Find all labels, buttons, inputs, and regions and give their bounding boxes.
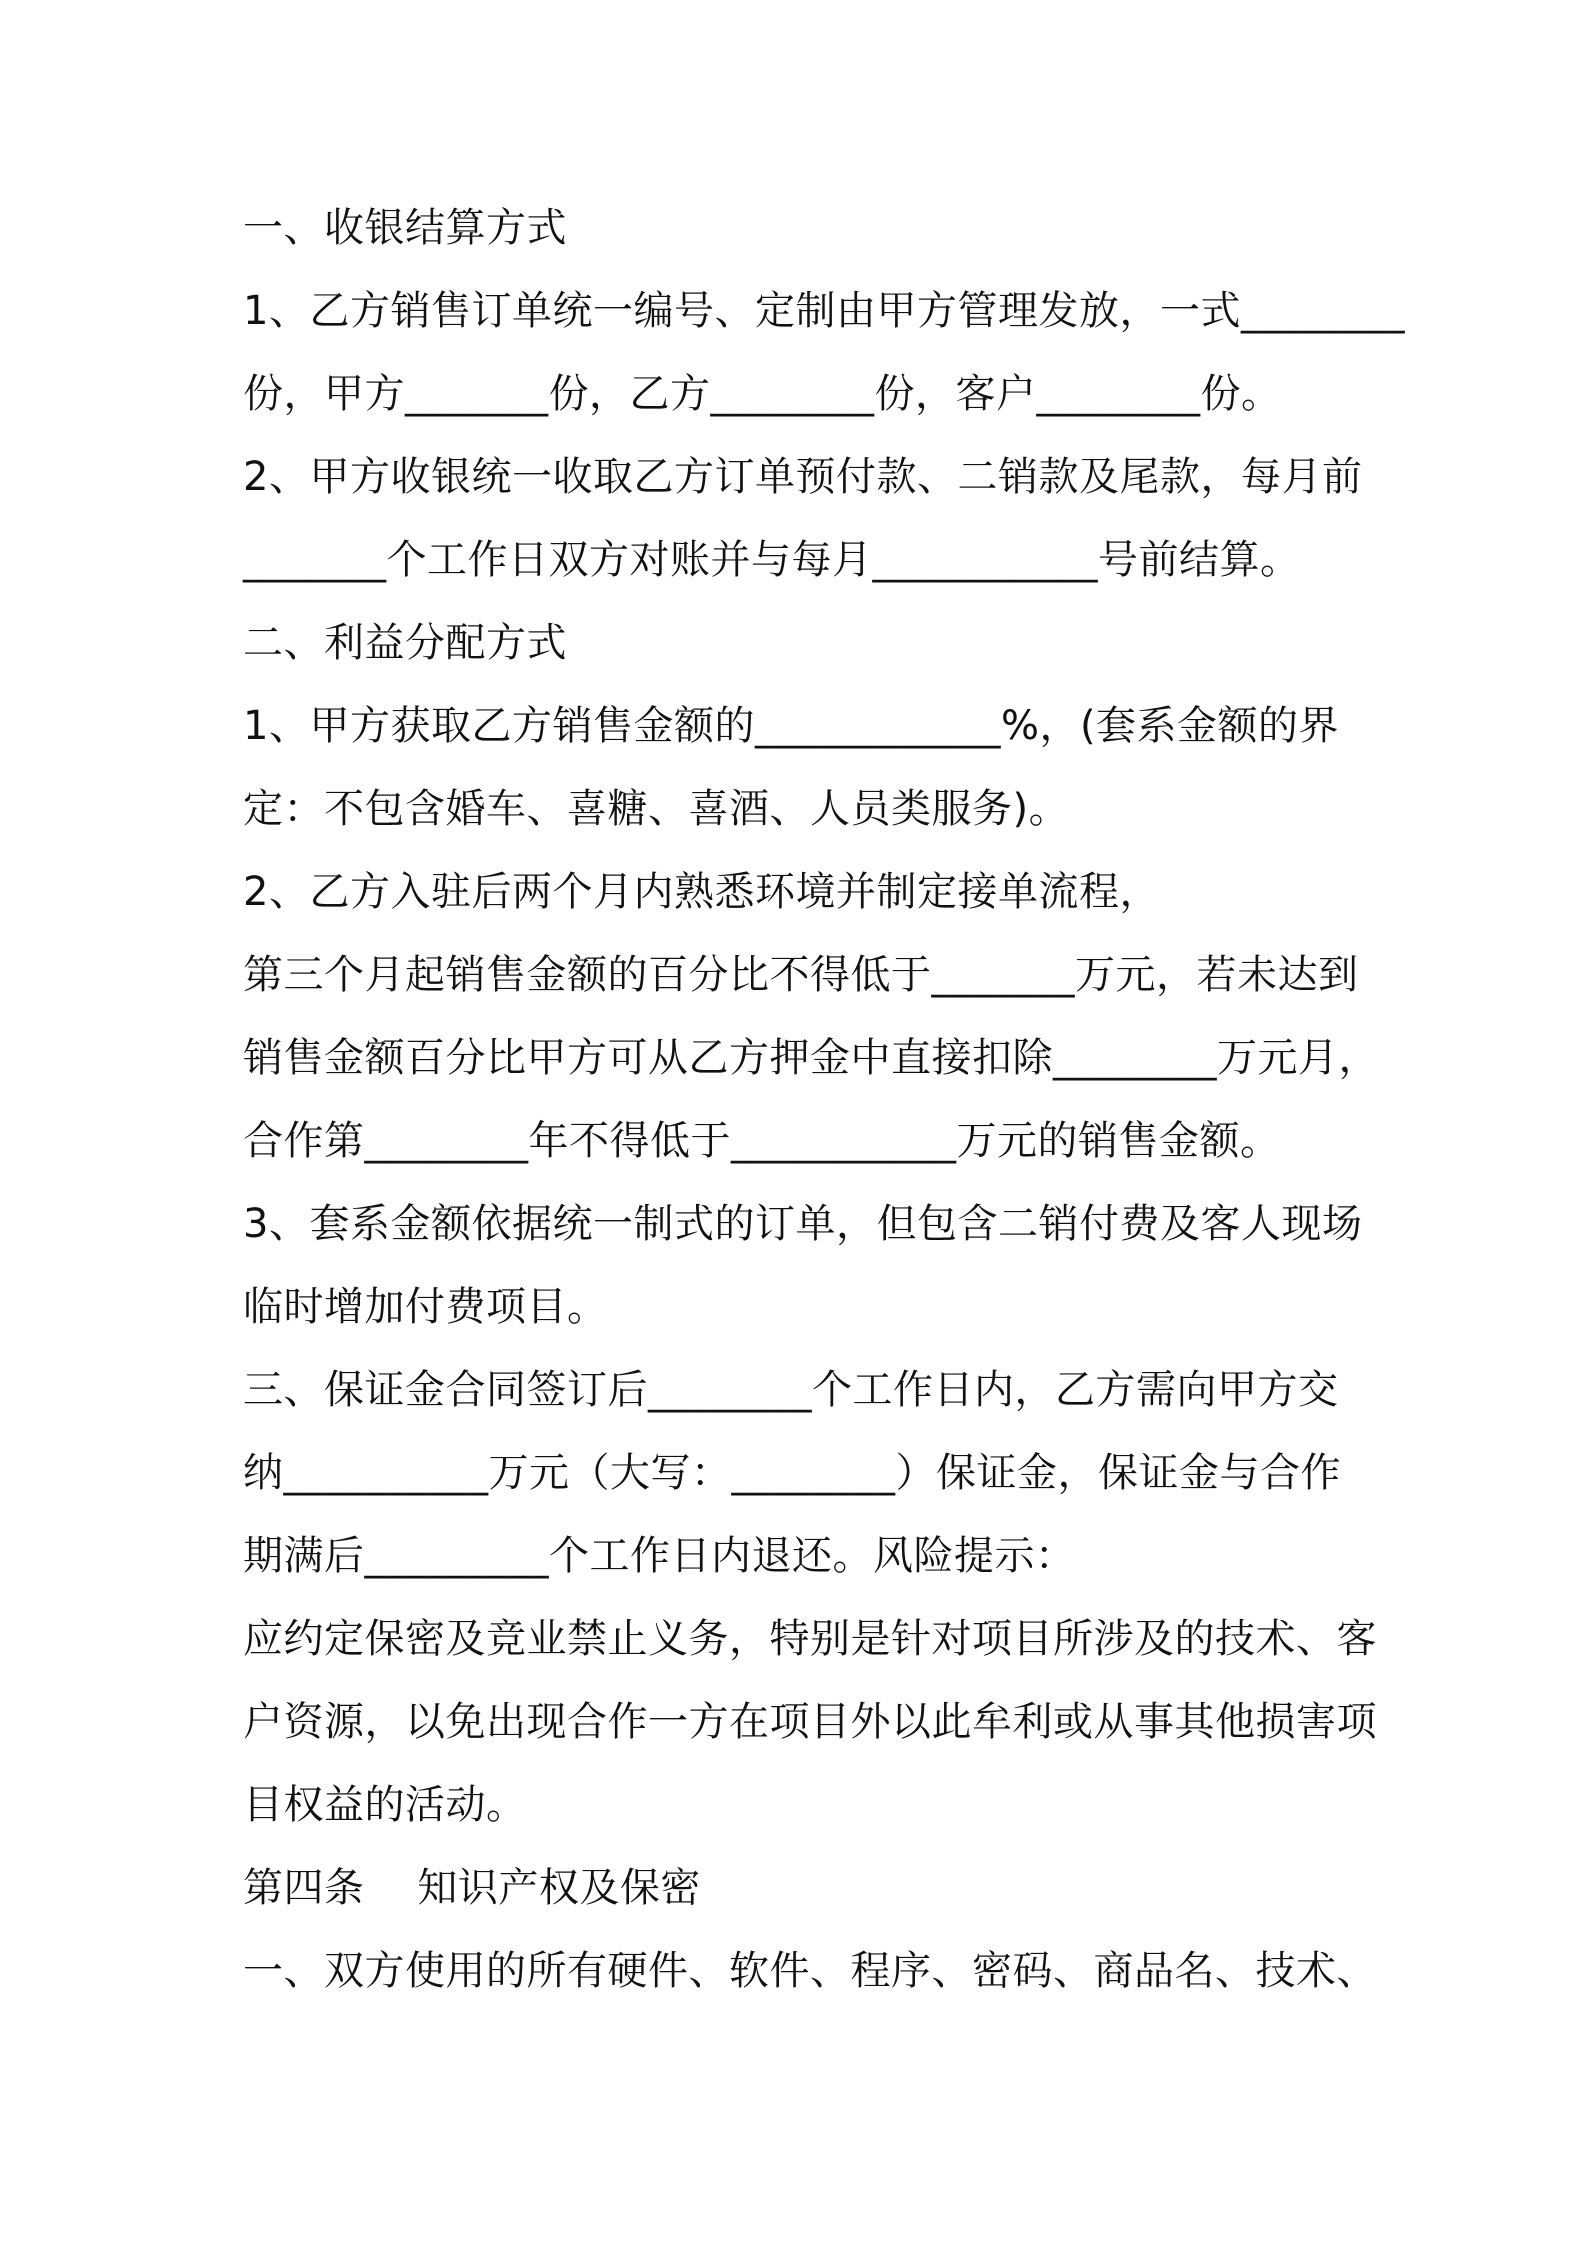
section-deposit-amount: 纳__________万元（大写：________）保证金，保证金与合作 bbox=[243, 1450, 1341, 1496]
article-4-clause-1: 一、双方使用的所有硬件、软件、程序、密码、商品名、技术、 bbox=[243, 1948, 1377, 1994]
clause-1-copies: 份，甲方_______份，乙方________份，客户________份。 bbox=[243, 371, 1282, 417]
section-heading-profit-distribution: 二、利益分配方式 bbox=[243, 620, 567, 666]
clause-1-percentage: 1、甲方获取乙方销售金额的____________%，(套系金额的界 bbox=[243, 703, 1340, 749]
article-4-heading: 第四条 知识产权及保密 bbox=[243, 1865, 701, 1911]
clause-1-order-numbering: 1、乙方销售订单统一编号、定制由甲方管理发放，一式________ bbox=[243, 288, 1405, 334]
risk-note-customer-resources: 户资源，以免出现合作一方在项目外以此牟利或从事其他损害项 bbox=[243, 1699, 1377, 1745]
section-deposit-refund: 期满后_________个工作日内退还。风险提示： bbox=[243, 1533, 1076, 1579]
clause-2-deduction: 销售金额百分比甲方可从乙方押金中直接扣除________万元月， bbox=[243, 1035, 1379, 1081]
risk-note-confidentiality: 应约定保密及竞业禁止义务，特别是针对项目所涉及的技术、客 bbox=[243, 1616, 1377, 1662]
section-heading-cashier-settlement: 一、收银结算方式 bbox=[243, 205, 567, 251]
clause-3-package-amount: 3、套系金额依据统一制式的订单，但包含二销付费及客人现场 bbox=[243, 1201, 1363, 1247]
clause-2-minimum-sales: 第三个月起销售金额的百分比不得低于_______万元，若未达到 bbox=[243, 952, 1359, 998]
risk-note-end: 目权益的活动。 bbox=[243, 1782, 527, 1828]
section-deposit: 三、保证金合同签订后________个工作日内，乙方需向甲方交 bbox=[243, 1367, 1339, 1413]
clause-2-onboarding: 2、乙方入驻后两个月内熟悉环境并制定接单流程， bbox=[243, 869, 1160, 915]
clause-2-reconciliation: _______个工作日双方对账并与每月___________号前结算。 bbox=[243, 537, 1301, 583]
clause-2-annual-minimum: 合作第________年不得低于___________万元的销售金额。 bbox=[243, 1118, 1281, 1164]
clause-3-extra-items: 临时增加付费项目。 bbox=[243, 1284, 608, 1330]
clause-1-definition: 定：不包含婚车、喜糖、喜酒、人员类服务)。 bbox=[243, 786, 1070, 832]
clause-2-collection: 2、甲方收银统一收取乙方订单预付款、二销款及尾款，每月前 bbox=[243, 454, 1363, 500]
